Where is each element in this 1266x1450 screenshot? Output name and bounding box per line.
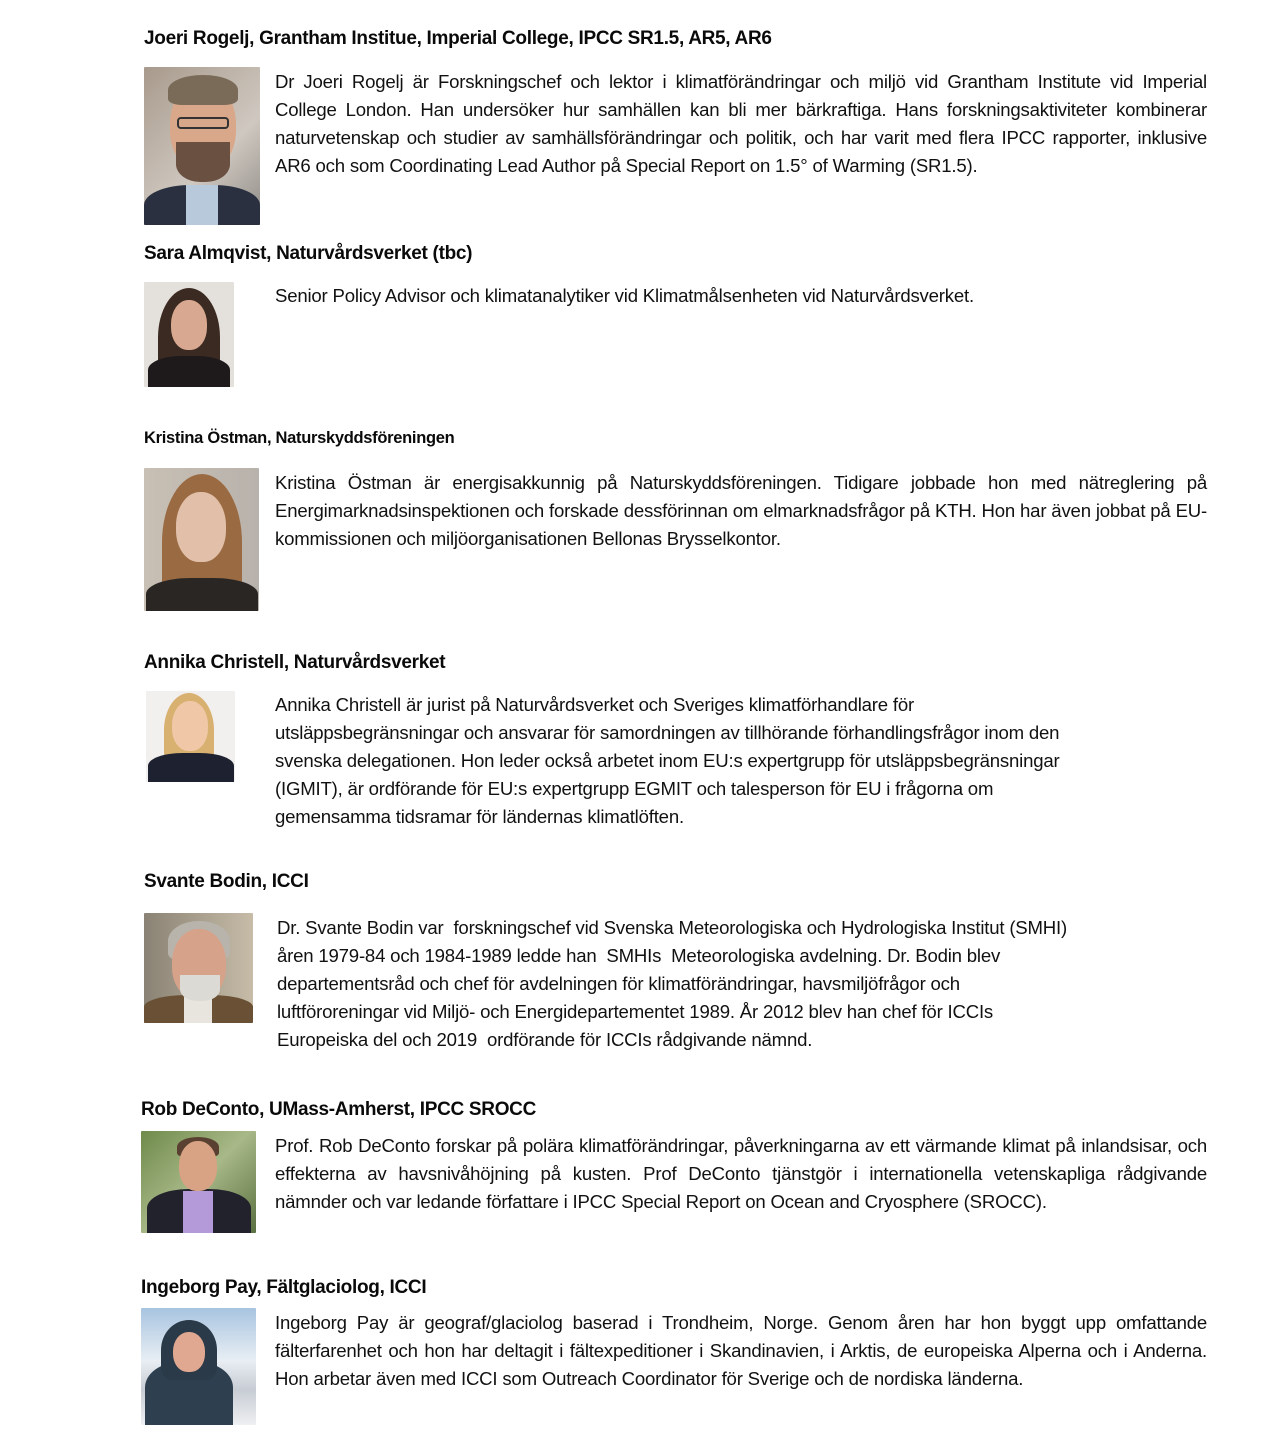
portrait-photo-christell bbox=[146, 691, 235, 782]
speaker-bio-rogelj: Dr Joeri Rogelj är Forskningschef och lektor i klimatförändringar och miljö vid Grantham Institute vid Imperial College London. Han undersöker hur samhällen kan bli mer bärkraftiga. Hans forskningsaktiviteter kombinerar naturvetenskap och studier av samhällsförändringar och politik, och har varit med flera IPCC rapporter, inklusive AR6 och som Coordinating Lead Author på Special Report on 1.5° of Warming (SR1.5). bbox=[275, 71, 1207, 176]
bio-line: (IGMIT), är ordförande för EU:s expertgrupp EGMIT och talesperson för EU i frågorna om bbox=[275, 778, 994, 799]
portrait-photo-rogelj bbox=[144, 67, 260, 225]
portrait-photo-almqvist bbox=[144, 282, 234, 387]
speaker-bio-bodin bbox=[277, 914, 1217, 1054]
bio-line: Dr. Svante Bodin var forskningschef vid Svenska Meteorologiska och Hydrologiska Institut (SMHI) bbox=[277, 917, 1067, 938]
speaker-heading-almqvist: Sara Almqvist, Naturvårdsverket (tbc) bbox=[144, 243, 473, 264]
speaker-bio-christell bbox=[275, 691, 1215, 831]
bio-line: utsläppsbegränsningar och ansvarar för samordningen av tillhörande förhandlingsfrågor inom den bbox=[275, 722, 1060, 743]
bio-line: svenska delegationen. Hon leder också arbetet inom EU:s expertgrupp för utsläppsbegränsningar bbox=[275, 750, 1060, 771]
speaker-heading-bodin: Svante Bodin, ICCI bbox=[144, 871, 309, 892]
speaker-heading-christell: Annika Christell, Naturvårdsverket bbox=[144, 652, 446, 673]
bio-line: Europeiska del och 2019 ordförande för ICCIs rådgivande nämnd. bbox=[277, 1029, 813, 1050]
portrait-photo-pay bbox=[141, 1308, 256, 1425]
portrait-photo-ostman bbox=[144, 468, 259, 611]
speaker-bio-almqvist: Senior Policy Advisor och klimatanalytiker vid Klimatmålsenheten vid Naturvårdsverket. bbox=[275, 285, 974, 306]
speaker-heading-ostman: Kristina Östman, Naturskyddsföreningen bbox=[144, 429, 455, 447]
speaker-heading-rogelj: Joeri Rogelj, Grantham Institue, Imperial College, IPCC SR1.5, AR5, AR6 bbox=[144, 28, 772, 49]
bio-line: Annika Christell är jurist på Naturvårdsverket och Sveriges klimatförhandlare för bbox=[275, 694, 914, 715]
bio-line: departementsråd och chef för avdelningen för klimatförändringar, havsmiljöfrågor och bbox=[277, 973, 960, 994]
bio-line: luftföroreningar vid Miljö- och Energidepartementet 1989. År 2012 blev han chef för ICCIs bbox=[277, 1001, 994, 1022]
speaker-heading-pay: Ingeborg Pay, Fältglaciolog, ICCI bbox=[141, 1277, 427, 1298]
speaker-bio-deconto: Prof. Rob DeConto forskar på polära klimatförändringar, påverkningarna av ett värmande klimat på inlandsisar, och effekterna av havsnivåhöjning på kusten. Prof DeConto tjänstgör i internationella vetenskapliga rådgivande nämnder och var ledande författare i IPCC Special Report on Ocean and Cryosphere (SROCC). bbox=[275, 1135, 1207, 1212]
speaker-heading-deconto: Rob DeConto, UMass-Amherst, IPCC SROCC bbox=[141, 1099, 537, 1120]
portrait-photo-deconto bbox=[141, 1131, 256, 1233]
bio-line: gemensamma tidsramar för ländernas klimatlöften. bbox=[275, 806, 684, 827]
portrait-photo-bodin bbox=[144, 913, 253, 1023]
speaker-bio-ostman: Kristina Östman är energisakkunnig på Naturskyddsföreningen. Tidigare jobbade hon med nätreglering på Energimarknadsinspektionen och forskade dessförinnan om elmarknadsfrågor på KTH. Hon har även jobbat på EU-kommissionen och miljöorganisationen Bellonas Brysselkontor. bbox=[275, 472, 1207, 549]
speaker-bio-pay: Ingeborg Pay är geograf/glaciolog baserad i Trondheim, Norge. Genom åren har hon byggt upp omfattande fälterfarenhet och hon har deltagit i fältexpeditioner i Skandinavien, i Arktis, de europeiska Alperna och i Anderna. Hon arbetar även med ICCI som Outreach Coordinator för Sverige och de nordiska länderna. bbox=[275, 1312, 1207, 1389]
bio-line: åren 1979-84 och 1984-1989 ledde han SMHIs Meteorologiska avdelning. Dr. Bodin blev bbox=[277, 945, 1001, 966]
